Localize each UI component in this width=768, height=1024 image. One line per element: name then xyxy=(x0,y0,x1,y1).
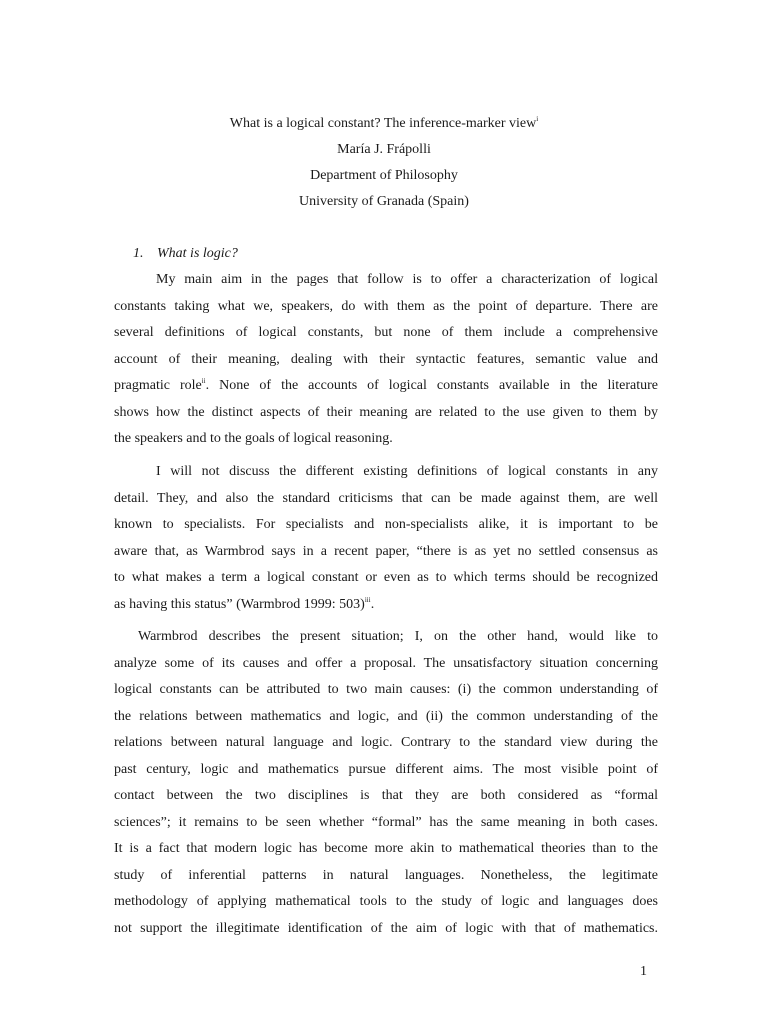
department-name: Department of Philosophy xyxy=(310,168,458,183)
paragraph-line: past century, logic and mathematics pursue different aims. The most visible point of xyxy=(114,761,658,777)
endnote-marker: i xyxy=(536,115,539,123)
paragraph-1 xyxy=(114,267,658,453)
paragraph-line: to what makes a term a logical constant or even as to which terms should be recognized xyxy=(114,570,658,585)
paragraph-line: relations between natural language and logic. Contrary to the standard view during the xyxy=(114,735,658,750)
section-number: 1. xyxy=(133,246,144,261)
paragraph-line: methodology of applying mathematical tools to the study of logic and languages does xyxy=(114,894,658,909)
paragraph-line: the relations between mathematics and logic, and (ii) the common understanding of the xyxy=(114,708,658,724)
paragraph-line: sciences”; it remains to be seen whether “formal” has the same meaning in both cases. xyxy=(114,814,658,830)
page-number: 1 xyxy=(640,964,647,979)
paragraph-line: detail. They, and also the standard criticisms that can be made against them, are well xyxy=(114,490,658,506)
paragraph-line: account of their meaning, dealing with their syntactic features, semantic value and xyxy=(114,351,658,367)
paragraph-line: shows how the distinct aspects of their meaning are related to the use given to them by xyxy=(114,404,658,420)
section-title: What is logic? xyxy=(157,246,238,261)
paragraph-line: Warmbrod describes the present situation; I, on the other hand, would like to xyxy=(138,629,658,644)
paragraph-3 xyxy=(114,624,658,942)
section-heading xyxy=(133,243,238,265)
paragraph-line: several definitions of logical constants, but none of them include a comprehensive xyxy=(114,325,658,340)
paragraph-line: study of inferential patterns in natural languages. Nonetheless, the legitimate xyxy=(114,867,658,883)
paragraph-line: as having this status” (Warmbrod 1999: 503)$^{iii}$. xyxy=(114,595,375,612)
paragraph-line: pragmatic role$^{ii}$. None of the accounts of logical constants available in the literature xyxy=(114,377,658,393)
paragraph-line: I will not discuss the different existing definitions of logical constants in any xyxy=(156,464,658,479)
paper-header xyxy=(0,111,768,215)
paper-title: What is a logical constant? The inference-marker view$^i$ xyxy=(229,115,539,131)
paragraph-line: not support the illegitimate identification of the aim of logic with that of mathematics. xyxy=(114,920,658,936)
paragraph-line: contact between the two disciplines is that they are both considered as “formal xyxy=(114,788,658,803)
endnote-marker: iii xyxy=(364,595,371,604)
paragraph-line: known to specialists. For specialists and non-specialists alike, it is important to be xyxy=(114,517,658,532)
paragraph-line: My main aim in the pages that follow is to offer a characterization of logical xyxy=(156,272,658,287)
paragraph-line: logical constants can be attributed to two main causes: (i) the common understanding of xyxy=(114,682,658,697)
author-name: María J. Frápolli xyxy=(337,142,431,157)
endnote-marker: ii xyxy=(201,377,206,385)
paragraph-line: the speakers and to the goals of logical reasoning. xyxy=(114,431,393,446)
paragraph-line: constants taking what we, speakers, do with them as the point of departure. There are xyxy=(114,298,658,314)
paragraph-line: analyze some of its causes and offer a proposal. The unsatisfactory situation concerning xyxy=(114,655,658,671)
paragraph-line: It is a fact that modern logic has become more akin to mathematical theories than to the xyxy=(114,841,658,856)
paragraph-line: aware that, as Warmbrod says in a recent paper, “there is as yet no settled consensus as xyxy=(114,543,658,559)
university-name: University of Granada (Spain) xyxy=(299,194,469,209)
paragraph-2 xyxy=(114,459,658,618)
